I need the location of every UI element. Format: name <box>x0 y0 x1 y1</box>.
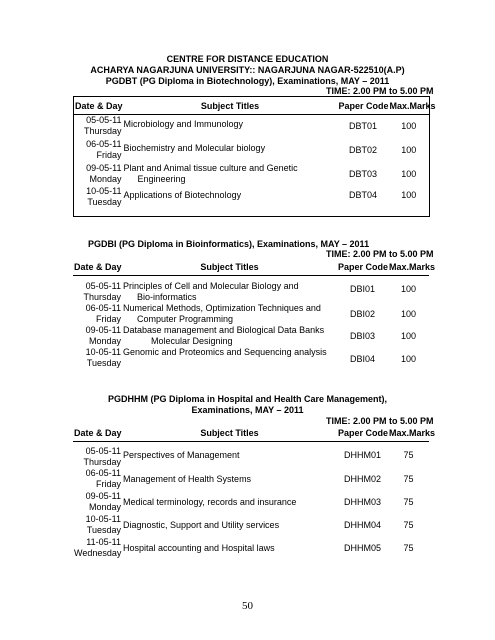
subject-title: Microbiology and Immunology <box>123 119 244 129</box>
max-marks: 75 <box>403 543 414 553</box>
exam-date: 06-05-11 Friday <box>85 303 121 324</box>
table-row <box>74 115 430 139</box>
document-header <box>0 54 495 87</box>
max-marks: 75 <box>403 520 414 530</box>
centre-name: CENTRE FOR DISTANCE EDUCATION <box>166 54 329 64</box>
max-marks: 75 <box>403 449 414 460</box>
pgdhhm-time: TIME: 2.00 PM to 5.00 PM <box>326 416 434 426</box>
exam-date: 10-05-11 Tuesday <box>85 347 121 368</box>
subject-title: Plant and Animal tissue culture and Genetic Engineering <box>123 162 298 184</box>
subject-title: Applications of Biotechnology <box>123 186 338 217</box>
pgdbt-schedule-table <box>73 96 436 217</box>
table-row <box>73 468 429 491</box>
paper-code: DBT04 <box>338 186 389 217</box>
paper-code: DBI04 <box>349 353 375 364</box>
paper-code-header: Paper Code <box>338 97 389 115</box>
subject-title: Numerical Methods, Optimization Techniques and Computer Programming <box>123 303 321 324</box>
exam-date: 09-05-11 Monday <box>85 491 121 512</box>
subject-title: Biochemistry and Molecular biology <box>123 142 266 153</box>
paper-code: DHHM04 <box>343 520 381 530</box>
max-marks: 100 <box>389 186 430 217</box>
paper-code: DBI02 <box>349 308 375 319</box>
max-marks: 100 <box>401 121 417 132</box>
pgdbi-time: TIME: 2.00 PM to 5.00 PM <box>326 249 434 259</box>
exam-date: 05-05-11 Thursday <box>83 115 122 136</box>
max-marks: 100 <box>401 168 417 179</box>
paper-code: DHHM02 <box>343 474 381 484</box>
subject-title: Genomic and Proteomics and Sequencing analysis <box>123 347 327 357</box>
table-row <box>74 163 430 186</box>
subject-title: Hospital accounting and Hospital laws <box>123 543 275 553</box>
max-marks: 100 <box>400 308 417 319</box>
table-row <box>73 537 429 560</box>
max-marks-header: Max.Marks <box>388 424 429 442</box>
university-name: ACHARYA NAGARJUNA UNIVERSITY:: NAGARJUNA NAGAR-522510(A.P) <box>90 65 405 75</box>
pgdhhm-schedule-table <box>73 424 436 560</box>
paper-code: DBT02 <box>348 145 377 155</box>
exam-date: 05-05-11 Thursday <box>83 281 121 302</box>
table-header-row <box>73 424 429 442</box>
table-row <box>73 442 429 469</box>
subject-title: Medical terminology, records and insurance <box>123 497 297 507</box>
paper-code-header: Paper Code <box>337 258 388 276</box>
max-marks: 100 <box>401 145 417 155</box>
subject-title: Principles of Cell and Molecular Biology and Bio-informatics <box>123 281 299 302</box>
page-number: 50 <box>242 600 253 612</box>
pgdbi-title: PGDBI (PG Diploma in Bioinformatics), Examinations, MAY – 2011 <box>88 239 370 249</box>
date-day-header: Date & Day <box>73 258 122 276</box>
subject-header: Subject Titles <box>123 97 338 115</box>
max-marks: 100 <box>400 353 417 364</box>
subject-title: Diagnostic, Support and Utility services <box>123 520 280 530</box>
subject-title: Management of Health Systems <box>123 474 252 484</box>
table-header-row <box>73 258 429 276</box>
paper-code: DBT01 <box>348 121 377 132</box>
pgdhhm-title <box>0 394 495 416</box>
max-marks: 75 <box>403 474 414 484</box>
pgdbi-schedule-table <box>73 258 436 371</box>
max-marks: 100 <box>400 330 417 341</box>
exam-date: 09-05-11 Monday <box>85 325 121 346</box>
paper-code-header: Paper Code <box>337 424 388 442</box>
max-marks: 75 <box>403 497 414 507</box>
table-header-row <box>74 97 430 115</box>
max-marks-header: Max.Marks <box>388 258 429 276</box>
table-row <box>73 325 429 347</box>
table-row <box>73 347 429 371</box>
paper-code: DHHM03 <box>343 497 381 507</box>
table-row <box>73 514 429 537</box>
pgdbt-title: PGDBT (PG Diploma in Biotechnology), Examinations, MAY – 2011 <box>105 76 390 86</box>
exam-date: 10-05-11 Tuesday <box>74 186 123 217</box>
pgdhhm-title-line1: PGDHHM (PG Diploma in Hospital and Health Care Management), <box>107 394 388 404</box>
exam-date: 11-05-11 Wednesday <box>74 537 122 558</box>
exam-date: 09-05-11 Monday <box>86 162 122 184</box>
subject-title: Perspectives of Management <box>123 449 240 460</box>
exam-date: 06-05-11 Friday <box>85 468 121 489</box>
subject-title: Database management and Biological Data Banks Molecular Designing <box>123 325 325 346</box>
table-row <box>73 303 429 325</box>
date-day-header: Date & Day <box>74 97 123 115</box>
subject-header: Subject Titles <box>122 424 337 442</box>
table-row <box>73 491 429 514</box>
exam-date: 10-05-11 Tuesday <box>85 514 121 535</box>
paper-code: DBI03 <box>349 330 375 341</box>
paper-code: DBI01 <box>349 284 375 294</box>
exam-date: 05-05-11 Thursday <box>83 446 121 467</box>
table-row <box>73 276 429 304</box>
paper-code: DBT03 <box>348 168 377 179</box>
table-row <box>74 139 430 163</box>
date-day-header: Date & Day <box>73 424 122 442</box>
max-marks: 100 <box>400 284 417 294</box>
max-marks-header: Max.Marks <box>389 97 430 115</box>
exam-date: 06-05-11 Friday <box>86 138 122 160</box>
pgdbt-time: TIME: 2.00 PM to 5.00 PM <box>326 86 434 96</box>
paper-code: DHHM05 <box>343 543 381 553</box>
paper-code: DHHM01 <box>343 449 381 460</box>
table-row <box>74 186 430 217</box>
pgdhhm-title-line2: Examinations, MAY – 2011 <box>191 405 304 415</box>
subject-header: Subject Titles <box>122 258 337 276</box>
